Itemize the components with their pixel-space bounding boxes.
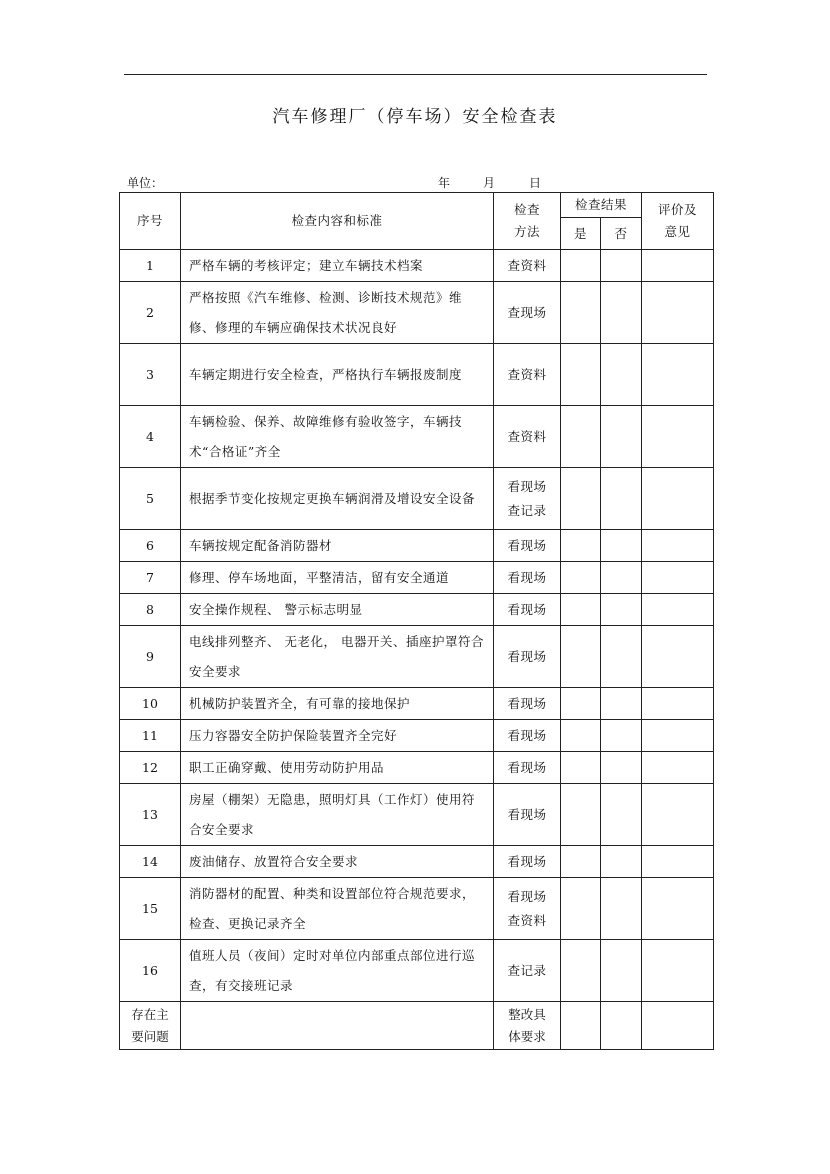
table-row <box>120 720 714 752</box>
table-row <box>120 282 714 344</box>
row-index: 8 <box>120 594 181 626</box>
row-content: 严格按照《汽车维修、检测、诊断技术规范》维修、修理的车辆应确保技术状况良好 <box>181 282 494 344</box>
inspection-table <box>119 192 714 1050</box>
issues-label: 存在主要问题 <box>120 1002 181 1050</box>
date-day-label: 日 <box>529 176 542 190</box>
row-index: 11 <box>120 720 181 752</box>
row-content: 安全操作规程、 警示标志明显 <box>181 594 494 626</box>
row-content: 废油储存、放置符合安全要求 <box>181 846 494 878</box>
row-index: 10 <box>120 688 181 720</box>
issues-input-cell[interactable] <box>181 1002 494 1050</box>
row-index: 5 <box>120 468 181 530</box>
row-index: 3 <box>120 344 181 406</box>
row-content: 房屋（棚架）无隐患，照明灯具（工作灯）使用符合安全要求 <box>181 784 494 846</box>
row-index: 7 <box>120 562 181 594</box>
row-index: 1 <box>120 250 181 282</box>
result-yes-cell[interactable] <box>561 406 601 468</box>
evaluation-cell[interactable] <box>642 720 714 752</box>
table-row <box>120 562 714 594</box>
row-index: 13 <box>120 784 181 846</box>
row-index: 2 <box>120 282 181 344</box>
evaluation-cell[interactable] <box>642 530 714 562</box>
evaluation-cell[interactable] <box>642 250 714 282</box>
result-yes-cell[interactable] <box>561 250 601 282</box>
table-row <box>120 344 714 406</box>
row-content: 电线排列整齐、 无老化， 电器开关、插座护罩符合安全要求 <box>181 626 494 688</box>
row-method: 看现场 <box>494 720 561 752</box>
result-no-cell[interactable] <box>601 688 642 720</box>
row-method: 查资料 <box>494 250 561 282</box>
evaluation-cell[interactable] <box>642 594 714 626</box>
result-yes-cell[interactable] <box>561 344 601 406</box>
table-row <box>120 594 714 626</box>
result-no-cell[interactable] <box>601 594 642 626</box>
row-index: 4 <box>120 406 181 468</box>
row-method: 看现场查资料 <box>494 878 561 940</box>
evaluation-cell[interactable] <box>642 626 714 688</box>
result-yes-cell[interactable] <box>561 784 601 846</box>
table-row <box>120 784 714 846</box>
result-no-cell[interactable] <box>601 250 642 282</box>
row-content: 机械防护装置齐全，有可靠的接地保护 <box>181 688 494 720</box>
row-content: 车辆按规定配备消防器材 <box>181 530 494 562</box>
result-no-cell[interactable] <box>601 626 642 688</box>
row-method: 查资料 <box>494 344 561 406</box>
row-method: 看现场 <box>494 752 561 784</box>
result-no-cell[interactable] <box>601 878 642 940</box>
evaluation-cell[interactable] <box>642 468 714 530</box>
row-content: 车辆检验、保养、故障维修有验收签字，车辆技术“合格证”齐全 <box>181 406 494 468</box>
row-content: 值班人员（夜间）定时对单位内部重点部位进行巡查，有交接班记录 <box>181 940 494 1002</box>
result-yes-cell[interactable] <box>561 282 601 344</box>
evaluation-cell[interactable] <box>642 784 714 846</box>
header-yes: 是 <box>561 218 601 250</box>
row-content: 修理、停车场地面，平整清洁，留有安全通道 <box>181 562 494 594</box>
result-no-cell[interactable] <box>601 720 642 752</box>
result-no-cell[interactable] <box>601 752 642 784</box>
row-content: 职工正确穿戴、使用劳动防护用品 <box>181 752 494 784</box>
row-method: 查记录 <box>494 940 561 1002</box>
rectify-yes-cell[interactable] <box>561 1002 601 1050</box>
result-yes-cell[interactable] <box>561 594 601 626</box>
row-index: 15 <box>120 878 181 940</box>
evaluation-cell[interactable] <box>642 562 714 594</box>
result-yes-cell[interactable] <box>561 562 601 594</box>
row-method: 查资料 <box>494 406 561 468</box>
footer-row <box>120 1002 714 1050</box>
result-yes-cell[interactable] <box>561 940 601 1002</box>
row-method: 看现场 <box>494 562 561 594</box>
result-no-cell[interactable] <box>601 846 642 878</box>
rectify-label: 整改具体要求 <box>494 1002 561 1050</box>
date-line <box>438 174 541 191</box>
result-no-cell[interactable] <box>601 282 642 344</box>
row-method: 看现场查记录 <box>494 468 561 530</box>
result-no-cell[interactable] <box>601 530 642 562</box>
evaluation-cell[interactable] <box>642 940 714 1002</box>
result-yes-cell[interactable] <box>561 878 601 940</box>
date-month-label: 月 <box>483 176 496 190</box>
result-no-cell[interactable] <box>601 344 642 406</box>
row-content: 消防器材的配置、种类和设置部位符合规范要求，检查、更换记录齐全 <box>181 878 494 940</box>
row-content: 根据季节变化按规定更换车辆润滑及增设安全设备 <box>181 468 494 530</box>
header-no: 否 <box>601 218 642 250</box>
table-row <box>120 468 714 530</box>
evaluation-cell[interactable] <box>642 752 714 784</box>
header-rule <box>124 74 707 75</box>
table-row <box>120 878 714 940</box>
result-no-cell[interactable] <box>601 784 642 846</box>
header-method: 检查方法 <box>494 193 561 250</box>
row-content: 压力容器安全防护保险装置齐全完好 <box>181 720 494 752</box>
row-index: 12 <box>120 752 181 784</box>
evaluation-cell[interactable] <box>642 878 714 940</box>
result-no-cell[interactable] <box>601 940 642 1002</box>
header-evaluation: 评价及意见 <box>642 193 714 250</box>
row-method: 看现场 <box>494 594 561 626</box>
row-method: 看现场 <box>494 688 561 720</box>
unit-label: 单位： <box>127 176 164 190</box>
result-yes-cell[interactable] <box>561 688 601 720</box>
table-row <box>120 752 714 784</box>
rectify-evaluation-cell[interactable] <box>642 1002 714 1050</box>
result-no-cell[interactable] <box>601 562 642 594</box>
table-row <box>120 688 714 720</box>
rectify-no-cell[interactable] <box>601 1002 642 1050</box>
row-index: 9 <box>120 626 181 688</box>
table-row <box>120 406 714 468</box>
result-no-cell[interactable] <box>601 468 642 530</box>
result-yes-cell[interactable] <box>561 720 601 752</box>
header-result: 检查结果 <box>561 193 642 218</box>
table-row <box>120 530 714 562</box>
result-yes-cell[interactable] <box>561 752 601 784</box>
row-index: 6 <box>120 530 181 562</box>
evaluation-cell[interactable] <box>642 406 714 468</box>
result-yes-cell[interactable] <box>561 468 601 530</box>
row-method: 看现场 <box>494 626 561 688</box>
date-year-label: 年 <box>438 176 451 190</box>
row-method: 查现场 <box>494 282 561 344</box>
table-row <box>120 846 714 878</box>
header-content: 检查内容和标准 <box>181 193 494 250</box>
page-title: 汽车修理厂（停车场）安全检查表 <box>272 107 558 127</box>
row-method: 看现场 <box>494 530 561 562</box>
table-row <box>120 626 714 688</box>
table-row <box>120 250 714 282</box>
row-method: 看现场 <box>494 846 561 878</box>
row-content: 严格车辆的考核评定；建立车辆技术档案 <box>181 250 494 282</box>
row-content: 车辆定期进行安全检查，严格执行车辆报废制度 <box>181 344 494 406</box>
evaluation-cell[interactable] <box>642 282 714 344</box>
evaluation-cell[interactable] <box>642 846 714 878</box>
row-index: 16 <box>120 940 181 1002</box>
result-yes-cell[interactable] <box>561 846 601 878</box>
evaluation-cell[interactable] <box>642 688 714 720</box>
result-yes-cell[interactable] <box>561 626 601 688</box>
row-method: 看现场 <box>494 784 561 846</box>
result-no-cell[interactable] <box>601 406 642 468</box>
header-index: 序号 <box>120 193 181 250</box>
evaluation-cell[interactable] <box>642 344 714 406</box>
row-index: 14 <box>120 846 181 878</box>
result-yes-cell[interactable] <box>561 530 601 562</box>
table-row <box>120 940 714 1002</box>
